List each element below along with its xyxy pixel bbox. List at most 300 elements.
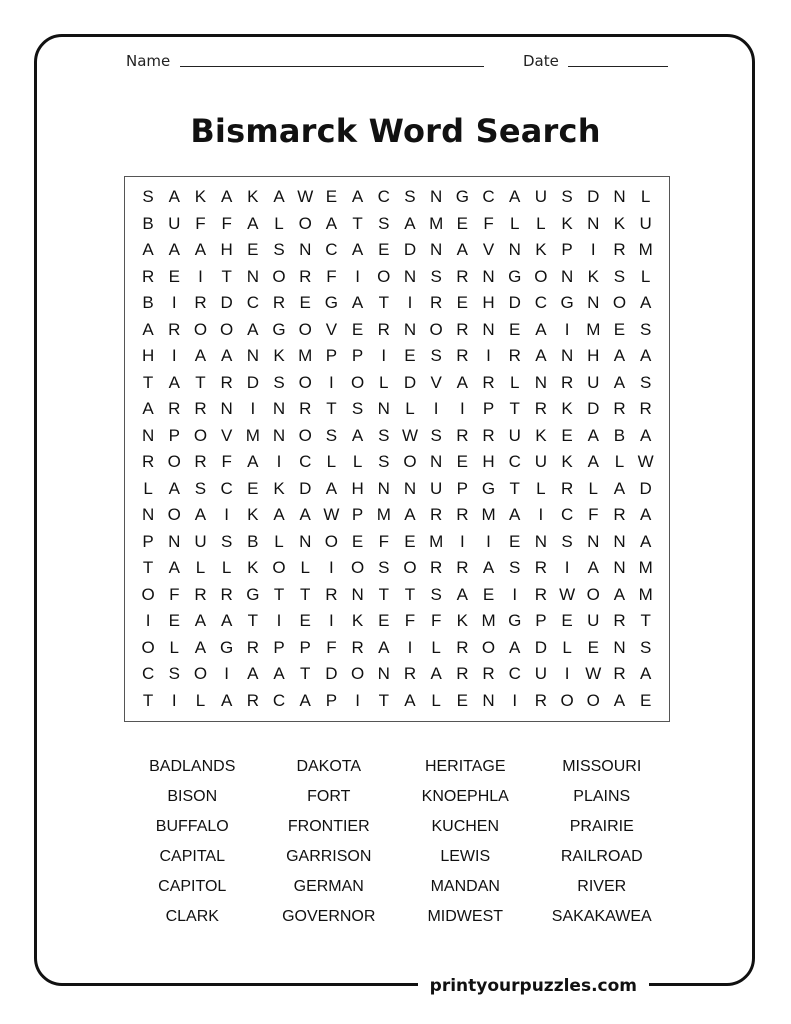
- grid-cell: L: [614, 452, 625, 472]
- grid-cell: O: [586, 690, 600, 710]
- grid-cell: C: [246, 293, 259, 313]
- grid-cell: M: [638, 240, 653, 260]
- grid-cell: R: [560, 478, 574, 498]
- word-list-item: BADLANDS: [149, 758, 236, 775]
- grid-cell: M: [298, 346, 313, 366]
- grid-cell: E: [299, 611, 311, 631]
- grid-cell: E: [482, 584, 495, 604]
- grid-cell: I: [329, 611, 334, 631]
- grid-cell: I: [407, 637, 413, 657]
- grid-cell: T: [326, 399, 337, 419]
- grid-cell: L: [143, 478, 153, 498]
- grid-cell: R: [220, 372, 233, 392]
- word-list-item: CAPITOL: [158, 878, 227, 895]
- grid-cell: D: [403, 372, 417, 392]
- grid-cell: R: [456, 319, 469, 339]
- grid-row: [135, 290, 669, 317]
- grid-cell: O: [167, 452, 181, 472]
- grid-cell: O: [534, 266, 548, 286]
- grid-cell: A: [247, 213, 259, 233]
- grid-cell: O: [403, 452, 417, 472]
- grid-cell: K: [247, 558, 259, 578]
- grid-cell: T: [195, 372, 206, 392]
- grid-cell: D: [587, 399, 600, 419]
- grid-row: [135, 502, 669, 529]
- grid-cell: A: [404, 505, 416, 525]
- word-list-item: PRAIRIE: [569, 818, 634, 835]
- grid-cell: R: [403, 664, 417, 684]
- grid-row: [135, 370, 669, 397]
- word-list-item: LEWIS: [440, 848, 491, 865]
- grid-cell: E: [404, 346, 416, 366]
- grid-cell: P: [168, 425, 180, 445]
- grid-cell: R: [613, 611, 626, 631]
- grid-cell: T: [300, 584, 311, 604]
- grid-cell: S: [220, 531, 233, 551]
- grid-cell: T: [142, 558, 154, 578]
- grid-cell: I: [329, 372, 334, 392]
- date-label: Date: [523, 52, 559, 70]
- grid-cell: I: [486, 346, 491, 366]
- grid-cell: A: [299, 505, 311, 525]
- grid-cell: L: [509, 372, 520, 392]
- grid-cell: S: [430, 266, 442, 286]
- grid-cell: D: [325, 664, 338, 684]
- grid-row: [135, 635, 669, 662]
- grid-cell: I: [486, 531, 491, 551]
- grid-cell: A: [587, 452, 599, 472]
- grid-cell: R: [194, 452, 207, 472]
- word-list-item: FORT: [307, 788, 351, 805]
- grid-cell: R: [456, 558, 469, 578]
- word-list-item: KUCHEN: [431, 818, 500, 835]
- grid-cell: O: [560, 690, 574, 710]
- grid-cell: S: [378, 452, 390, 472]
- word-list-item: CAPITAL: [159, 848, 225, 865]
- grid-cell: A: [535, 319, 547, 339]
- grid-cell: O: [141, 637, 155, 657]
- grid-cell: R: [299, 266, 312, 286]
- grid-cell: K: [273, 346, 285, 366]
- grid-row: [135, 476, 669, 503]
- grid-cell: L: [300, 558, 310, 578]
- grid-cell: T: [378, 293, 389, 313]
- grid-cell: U: [194, 531, 207, 551]
- grid-cell: A: [168, 372, 180, 392]
- grid-cell: E: [561, 425, 573, 445]
- grid-cell: L: [405, 399, 415, 419]
- grid-cell: A: [639, 293, 652, 313]
- grid-cell: E: [509, 319, 521, 339]
- word-list-item: CLARK: [165, 908, 219, 925]
- word-list-item: BISON: [167, 788, 218, 805]
- grid-cell: S: [273, 240, 285, 260]
- grid-cell: S: [378, 425, 390, 445]
- grid-cell: R: [430, 293, 443, 313]
- grid-cell: A: [247, 452, 259, 472]
- grid-cell: A: [220, 187, 233, 207]
- grid-cell: A: [194, 346, 207, 366]
- grid-cell: N: [482, 319, 495, 339]
- grid-cell: N: [141, 505, 155, 525]
- grid-cell: A: [456, 372, 469, 392]
- grid-cell: A: [378, 637, 390, 657]
- grid-cell: S: [509, 558, 521, 578]
- grid-cell: R: [613, 240, 626, 260]
- grid-cell: N: [272, 425, 286, 445]
- grid-cell: T: [640, 611, 651, 631]
- grid-row: [135, 555, 669, 582]
- grid-cell: I: [564, 319, 570, 339]
- grid-cell: N: [534, 531, 548, 551]
- grid-cell: N: [377, 478, 390, 498]
- grid-cell: A: [587, 558, 599, 578]
- grid-cell: P: [325, 346, 338, 366]
- grid-cell: T: [509, 399, 520, 419]
- grid-cell: L: [562, 637, 572, 657]
- grid-cell: E: [351, 319, 364, 339]
- grid-cell: W: [297, 187, 314, 207]
- grid-cell: S: [430, 584, 442, 604]
- grid-cell: R: [534, 399, 548, 419]
- grid-cell: S: [378, 213, 390, 233]
- grid-cell: R: [613, 664, 626, 684]
- grid-cell: R: [141, 452, 155, 472]
- grid-cell: A: [247, 319, 259, 339]
- grid-cell: E: [247, 240, 259, 260]
- grid-cell: B: [247, 531, 259, 551]
- grid-cell: C: [141, 664, 155, 684]
- grid-cell: I: [250, 399, 256, 419]
- grid-cell: O: [377, 266, 391, 286]
- footer: [0, 976, 791, 996]
- grid-cell: A: [220, 611, 233, 631]
- grid-cell: U: [168, 213, 181, 233]
- grid-cell: N: [613, 187, 626, 207]
- grid-cell: R: [168, 319, 181, 339]
- grid-cell: R: [299, 399, 312, 419]
- grid-cell: K: [273, 478, 285, 498]
- word-list-item: DAKOTA: [296, 758, 362, 775]
- grid-cell: H: [351, 478, 364, 498]
- grid-cell: I: [171, 346, 177, 366]
- grid-cell: R: [325, 584, 338, 604]
- grid-cell: E: [404, 531, 416, 551]
- grid-cell: F: [483, 213, 494, 233]
- grid-cell: R: [456, 505, 469, 525]
- grid-cell: A: [456, 240, 469, 260]
- grid-cell: C: [560, 505, 574, 525]
- grid-cell: T: [378, 690, 389, 710]
- grid-cell: S: [561, 187, 573, 207]
- word-list-item: KNOEPHLA: [421, 788, 509, 805]
- grid-cell: E: [456, 213, 469, 233]
- grid-cell: A: [194, 637, 207, 657]
- grid-cell: A: [273, 505, 285, 525]
- grid-cell: A: [142, 319, 154, 339]
- grid-cell: T: [221, 266, 232, 286]
- grid-cell: O: [193, 664, 208, 684]
- grid-cell: M: [481, 505, 496, 525]
- word-list-item: RIVER: [577, 878, 627, 895]
- grid-cell: S: [561, 531, 573, 551]
- grid-cell: N: [430, 452, 443, 472]
- grid-cell: N: [299, 240, 312, 260]
- footer-site: printyourpuzzles.com: [418, 976, 649, 996]
- date-line: [568, 66, 668, 67]
- grid-cell: S: [273, 372, 285, 392]
- word-list-item: MANDAN: [430, 878, 500, 895]
- grid-cell: V: [325, 319, 338, 339]
- word-list-item: RAILROAD: [560, 848, 643, 865]
- grid-cell: O: [193, 319, 208, 339]
- grid-cell: S: [613, 266, 626, 286]
- grid-cell: N: [377, 399, 390, 419]
- grid-cell: O: [193, 425, 208, 445]
- grid-cell: K: [535, 240, 547, 260]
- grid-cell: N: [482, 690, 495, 710]
- grid-cell: W: [637, 452, 654, 472]
- grid-cell: A: [325, 478, 338, 498]
- grid-cell: E: [639, 690, 652, 710]
- grid-cell: I: [512, 690, 518, 710]
- grid-cell: L: [221, 558, 232, 578]
- grid-cell: T: [142, 690, 154, 710]
- grid-cell: L: [326, 452, 337, 472]
- grid-cell: S: [404, 187, 416, 207]
- grid-cell: A: [194, 611, 207, 631]
- grid-cell: L: [274, 213, 284, 233]
- grid-cell: R: [220, 584, 233, 604]
- grid-cell: S: [351, 399, 364, 419]
- grid-cell: F: [326, 266, 337, 286]
- name-line: [180, 66, 484, 67]
- grid-cell: R: [430, 505, 443, 525]
- grid-cell: A: [168, 478, 180, 498]
- grid-cell: E: [587, 637, 599, 657]
- grid-cell: O: [403, 558, 417, 578]
- grid-cell: K: [613, 213, 626, 233]
- grid-cell: G: [508, 611, 522, 631]
- grid-cell: K: [351, 611, 364, 631]
- word-list-item: GOVERNOR: [282, 908, 376, 925]
- grid-cell: C: [272, 690, 286, 710]
- word-list-item: MISSOURI: [562, 758, 642, 775]
- grid-cell: A: [639, 505, 652, 525]
- grid-cell: R: [639, 399, 652, 419]
- grid-cell: D: [587, 187, 600, 207]
- grid-cell: N: [613, 558, 626, 578]
- grid-cell: O: [298, 319, 312, 339]
- grid-cell: O: [350, 372, 365, 392]
- grid-row: [135, 317, 669, 344]
- grid-cell: R: [456, 637, 469, 657]
- grid-cell: I: [590, 240, 596, 260]
- grid-cell: A: [194, 240, 207, 260]
- grid-row: [135, 264, 669, 291]
- grid-cell: N: [403, 266, 417, 286]
- grid-cell: A: [509, 187, 521, 207]
- grid-cell: L: [379, 372, 389, 392]
- grid-cell: E: [351, 531, 364, 551]
- grid-cell: C: [508, 664, 521, 684]
- grid-cell: A: [220, 690, 233, 710]
- grid-cell: A: [404, 690, 416, 710]
- grid-cell: L: [274, 531, 284, 551]
- grid-cell: L: [509, 213, 520, 233]
- grid-cell: N: [430, 240, 443, 260]
- grid-cell: L: [431, 637, 441, 657]
- grid-cell: E: [325, 187, 338, 207]
- grid-row: [135, 211, 669, 238]
- grid-cell: A: [509, 505, 521, 525]
- grid-cell: R: [194, 584, 207, 604]
- grid-cell: I: [512, 584, 518, 604]
- letter-grid: [124, 176, 670, 722]
- grid-cell: N: [351, 584, 364, 604]
- grid-cell: N: [560, 346, 574, 366]
- grid-cell: A: [273, 187, 285, 207]
- grid-cell: A: [639, 531, 652, 551]
- grid-cell: L: [352, 452, 363, 472]
- grid-cell: N: [168, 531, 181, 551]
- grid-cell: A: [351, 187, 364, 207]
- grid-cell: A: [639, 425, 652, 445]
- grid-cell: N: [613, 637, 626, 657]
- grid-cell: D: [220, 293, 233, 313]
- grid-cell: B: [142, 293, 154, 313]
- grid-cell: P: [351, 505, 364, 525]
- grid-cell: T: [247, 611, 259, 631]
- grid-cell: E: [299, 293, 311, 313]
- grid-cell: M: [429, 531, 444, 551]
- grid-cell: P: [535, 611, 547, 631]
- grid-cell: U: [430, 478, 443, 498]
- grid-cell: T: [404, 584, 416, 604]
- grid-cell: E: [378, 611, 390, 631]
- grid-cell: D: [403, 240, 417, 260]
- grid-cell: O: [220, 319, 234, 339]
- grid-cell: D: [246, 372, 259, 392]
- grid-cell: S: [378, 558, 390, 578]
- grid-cell: I: [224, 505, 230, 525]
- grid-cell: C: [534, 293, 548, 313]
- grid-cell: D: [534, 637, 548, 657]
- grid-cell: F: [404, 611, 416, 631]
- grid-cell: S: [639, 319, 652, 339]
- grid-cell: S: [168, 664, 180, 684]
- grid-cell: B: [613, 425, 626, 445]
- grid-cell: C: [325, 240, 338, 260]
- grid-cell: A: [430, 664, 442, 684]
- grid-cell: P: [456, 478, 469, 498]
- grid-cell: N: [141, 425, 155, 445]
- grid-cell: V: [430, 372, 442, 392]
- grid-cell: R: [482, 425, 495, 445]
- grid-cell: G: [455, 187, 469, 207]
- grid-cell: R: [194, 293, 207, 313]
- grid-cell: A: [168, 558, 180, 578]
- grid-cell: R: [141, 266, 155, 286]
- grid-cell: M: [376, 505, 391, 525]
- grid-cell: A: [142, 240, 154, 260]
- grid-cell: H: [482, 293, 495, 313]
- grid-cell: H: [482, 452, 495, 472]
- grid-cell: R: [613, 399, 626, 419]
- grid-cell: R: [456, 425, 469, 445]
- grid-cell: N: [403, 319, 417, 339]
- grid-cell: O: [298, 425, 312, 445]
- grid-cell: S: [639, 372, 652, 392]
- grid-cell: P: [351, 346, 364, 366]
- grid-cell: A: [509, 637, 521, 657]
- grid-cell: A: [613, 372, 626, 392]
- grid-cell: A: [351, 293, 364, 313]
- grid-cell: A: [639, 664, 652, 684]
- grid-cell: A: [404, 213, 416, 233]
- grid-cell: C: [220, 478, 233, 498]
- grid-cell: N: [482, 266, 495, 286]
- grid-cell: N: [220, 399, 233, 419]
- grid-cell: L: [536, 478, 546, 498]
- grid-cell: N: [587, 293, 600, 313]
- grid-cell: I: [198, 266, 203, 286]
- grid-cell: A: [194, 505, 207, 525]
- grid-cell: F: [326, 637, 337, 657]
- grid-cell: U: [534, 452, 548, 472]
- grid-cell: N: [299, 531, 312, 551]
- grid-cell: N: [246, 346, 259, 366]
- grid-cell: P: [561, 240, 573, 260]
- grid-cell: O: [350, 664, 365, 684]
- word-list-item: SAKAKAWEA: [551, 908, 652, 925]
- grid-cell: O: [481, 637, 496, 657]
- grid-cell: O: [586, 584, 600, 604]
- grid-cell: E: [378, 240, 390, 260]
- grid-cell: O: [272, 266, 286, 286]
- grid-cell: I: [564, 558, 570, 578]
- grid-cell: F: [588, 505, 599, 525]
- grid-cell: N: [508, 240, 521, 260]
- grid-cell: E: [456, 293, 469, 313]
- name-label: Name: [126, 52, 171, 70]
- grid-cell: M: [429, 213, 444, 233]
- grid-cell: M: [245, 425, 260, 445]
- grid-cell: L: [588, 478, 599, 498]
- grid-cell: W: [559, 584, 576, 604]
- grid-cell: F: [195, 213, 206, 233]
- grid-cell: K: [587, 266, 599, 286]
- grid-cell: R: [456, 346, 469, 366]
- grid-cell: G: [481, 478, 496, 498]
- grid-cell: T: [273, 584, 285, 604]
- grid-cell: R: [534, 690, 548, 710]
- grid-cell: I: [381, 346, 387, 366]
- grid-cell: I: [145, 611, 151, 631]
- word-list-item: BUFFALO: [155, 818, 229, 835]
- grid-cell: O: [324, 531, 339, 551]
- grid-cell: T: [300, 664, 311, 684]
- grid-cell: I: [564, 664, 570, 684]
- grid-cell: I: [459, 399, 465, 419]
- grid-cell: O: [141, 584, 155, 604]
- grid-cell: R: [377, 319, 390, 339]
- grid-cell: C: [482, 187, 495, 207]
- grid-cell: K: [561, 399, 573, 419]
- grid-cell: R: [351, 637, 364, 657]
- grid-cell: A: [273, 664, 285, 684]
- grid-cell: G: [220, 637, 234, 657]
